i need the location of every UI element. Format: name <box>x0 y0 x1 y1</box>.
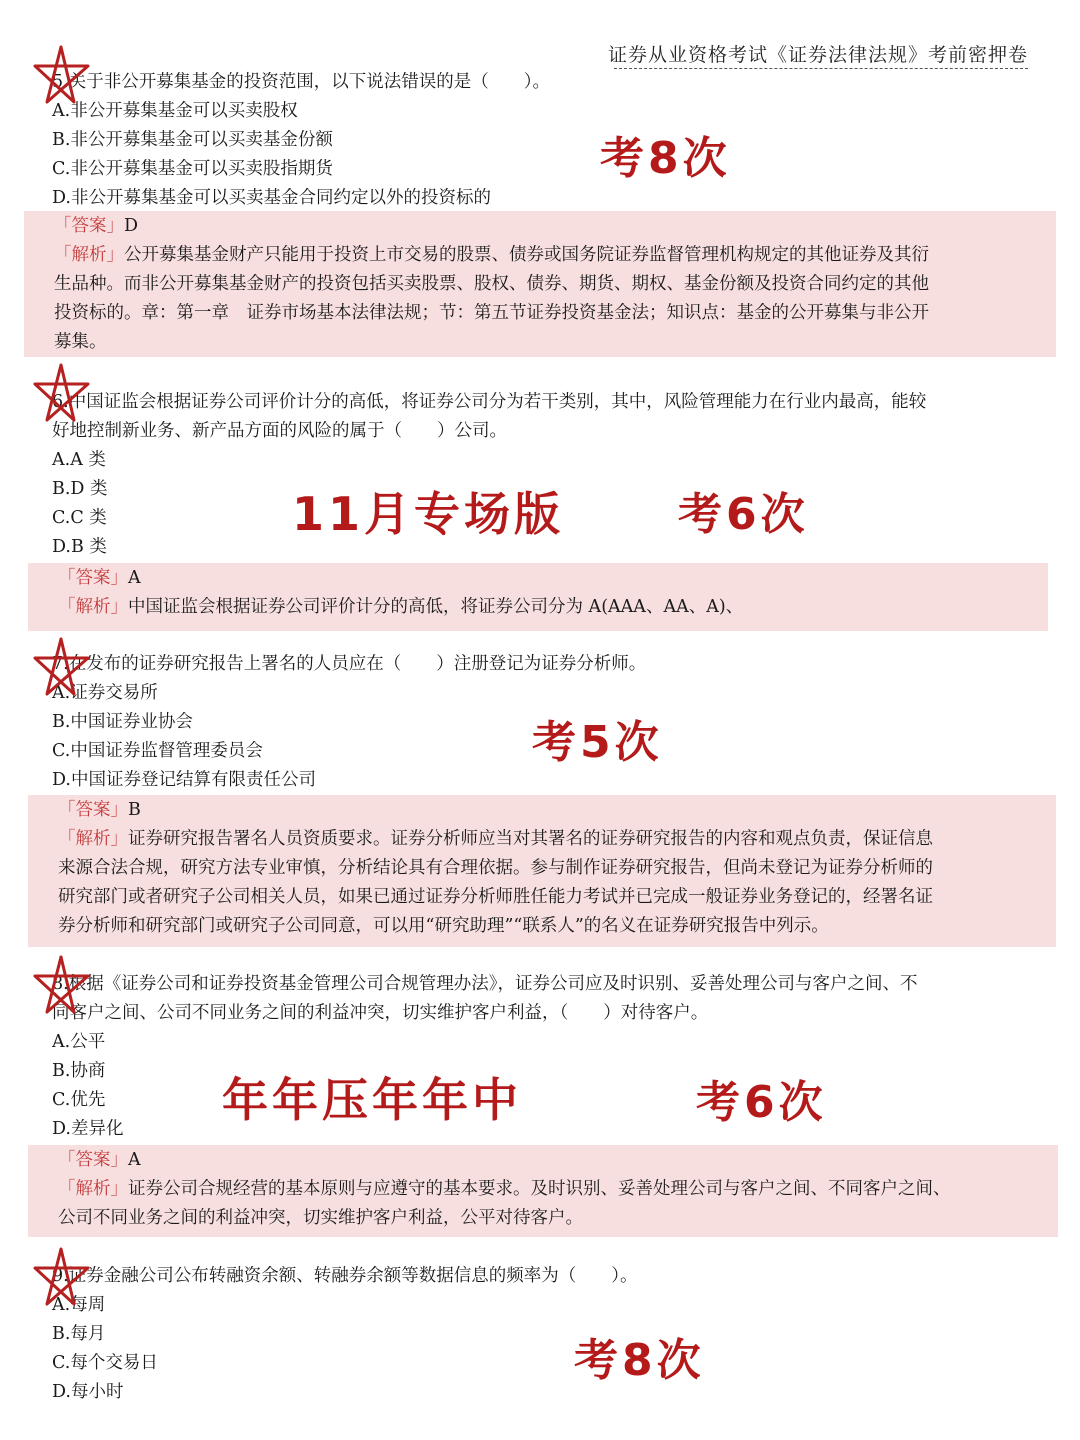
option-c: C.非公开募集基金可以买卖股指期货 <box>52 159 333 179</box>
analysis-text: 证券公司合规经营的基本原则与应遵守的基本要求。及时识别、妥善处理公司与客户之间、不同客户之间、 <box>128 1179 951 1199</box>
answer-box-7 <box>28 795 1056 947</box>
option-a: A.A 类 <box>52 450 106 470</box>
answer-tag: 「答案」 <box>58 800 128 820</box>
answer-tag: 「答案」 <box>58 1150 128 1170</box>
analysis-text: 公开募集基金财产只能用于投资上市交易的股票、债券或国务院证券监督管理机构规定的其他证券及其衍 <box>124 245 929 265</box>
analysis-text: 证券研究报告署名人员资质要求。证券分析师应当对其署名的证券研究报告的内容和观点负责，保证信息 <box>128 829 933 849</box>
analysis-text: 投资标的。章：第一章 证券市场基本法律法规；节：第五节证券投资基金法；知识点：基金的公开募集与非公开 <box>54 303 929 323</box>
handwritten-note: 考6次 <box>678 489 809 540</box>
analysis-text: 生品种。而非公开募集基金财产的投资包括买卖股票、股权、债券、期货、期权、基金份额及投资合同约定的其他 <box>54 274 929 294</box>
option-b: B.每月 <box>52 1324 106 1344</box>
analysis-tag: 「解析」 <box>54 245 124 265</box>
answer-value: D <box>124 216 139 236</box>
question-5 <box>52 68 1032 213</box>
star-mark-icon <box>30 44 92 106</box>
option-c: C.每个交易日 <box>52 1353 158 1373</box>
handwritten-note: 考6次 <box>696 1077 827 1128</box>
option-b: B.非公开募集基金可以买卖基金份额 <box>52 130 333 150</box>
handwritten-note: 11月专场版 <box>292 487 565 541</box>
option-c: C.优先 <box>52 1090 106 1110</box>
option-c: C.C 类 <box>52 508 107 528</box>
handwritten-note: 考8次 <box>574 1335 705 1386</box>
handwritten-note: 考8次 <box>600 133 731 184</box>
option-d: D.差异化 <box>52 1119 124 1139</box>
question-stem: 9.证券金融公司公布转融资余额、转融券余额等数据信息的频率为（ ）。 <box>52 1266 638 1286</box>
star-mark-icon <box>30 1246 92 1308</box>
option-d: D.B 类 <box>52 537 107 557</box>
analysis-text: 中国证监会根据证券公司评价计分的高低，将证券公司分为 A(AAA、AA、A)、 <box>128 597 744 617</box>
document-header: 证券从业资格考试《证券法律法规》考前密押卷 <box>607 44 1028 66</box>
answer-tag: 「答案」 <box>58 568 128 588</box>
question-stem: 5.关于非公开募集基金的投资范围，以下说法错误的是（ ）。 <box>52 72 550 92</box>
option-b: B.D 类 <box>52 479 108 499</box>
handwritten-note: 年年压年年中 <box>222 1073 522 1127</box>
question-8 <box>52 970 1032 1144</box>
answer-value: B <box>128 800 141 820</box>
answer-value: A <box>128 568 141 588</box>
analysis-text: 券分析师和研究部门或研究子公司同意，可以用“研究助理”“联系人”的名义在证券研究报告中列示。 <box>58 916 829 936</box>
analysis-text: 研究部门或者研究子公司相关人员，如果已通过证券分析师胜任能力考试并已完成一般证券业务登记的，经署名证 <box>58 887 933 907</box>
option-d: D.中国证券登记结算有限责任公司 <box>52 770 316 790</box>
answer-box-8 <box>28 1145 1058 1237</box>
option-d: D.非公开募集基金可以买卖基金合同约定以外的投资标的 <box>52 188 491 208</box>
question-stem: 同客户之间、公司不同业务之间的利益冲突，切实维护客户利益，（ ）对待客户。 <box>52 1003 709 1023</box>
answer-value: A <box>128 1150 141 1170</box>
analysis-text: 募集。 <box>54 332 107 352</box>
option-a: A.非公开募集基金可以买卖股权 <box>52 101 298 121</box>
star-mark-icon <box>30 362 92 424</box>
analysis-tag: 「解析」 <box>58 1179 128 1199</box>
analysis-text: 来源合法合规，研究方法专业审慎，分析结论具有合理依据。参与制作证券研究报告，但尚未登记为证券分析师的 <box>58 858 933 878</box>
analysis-tag: 「解析」 <box>58 597 128 617</box>
analysis-text: 公司不同业务之间的利益冲突，切实维护客户利益，公平对待客户。 <box>58 1208 583 1228</box>
option-c: C.中国证券监督管理委员会 <box>52 741 263 761</box>
handwritten-note: 考5次 <box>532 717 663 768</box>
option-a: A.每周 <box>52 1295 106 1315</box>
option-b: B.中国证券业协会 <box>52 712 193 732</box>
option-a: A.证券交易所 <box>52 683 158 703</box>
question-stem: 7.在发布的证券研究报告上署名的人员应在（ ）注册登记为证券分析师。 <box>52 654 647 674</box>
question-stem: 6.中国证监会根据证券公司评价计分的高低，将证券公司分为若干类别，其中，风险管理能力在行业内最高，能较 <box>52 392 927 412</box>
option-d: D.每小时 <box>52 1382 124 1402</box>
option-b: B.协商 <box>52 1061 106 1081</box>
question-stem: 好地控制新业务、新产品方面的风险的属于（ ）公司。 <box>52 421 507 441</box>
answer-box-5 <box>24 211 1056 357</box>
question-stem: 8.根据《证券公司和证券投资基金管理公司合规管理办法》，证券公司应及时识别、妥善处理公司与客户之间、不 <box>52 974 918 994</box>
star-mark-icon <box>30 954 92 1016</box>
answer-tag: 「答案」 <box>54 216 124 236</box>
star-mark-icon <box>30 636 92 698</box>
option-a: A.公平 <box>52 1032 106 1052</box>
answer-box-6 <box>28 563 1048 631</box>
question-9 <box>52 1262 1032 1407</box>
analysis-tag: 「解析」 <box>58 829 128 849</box>
